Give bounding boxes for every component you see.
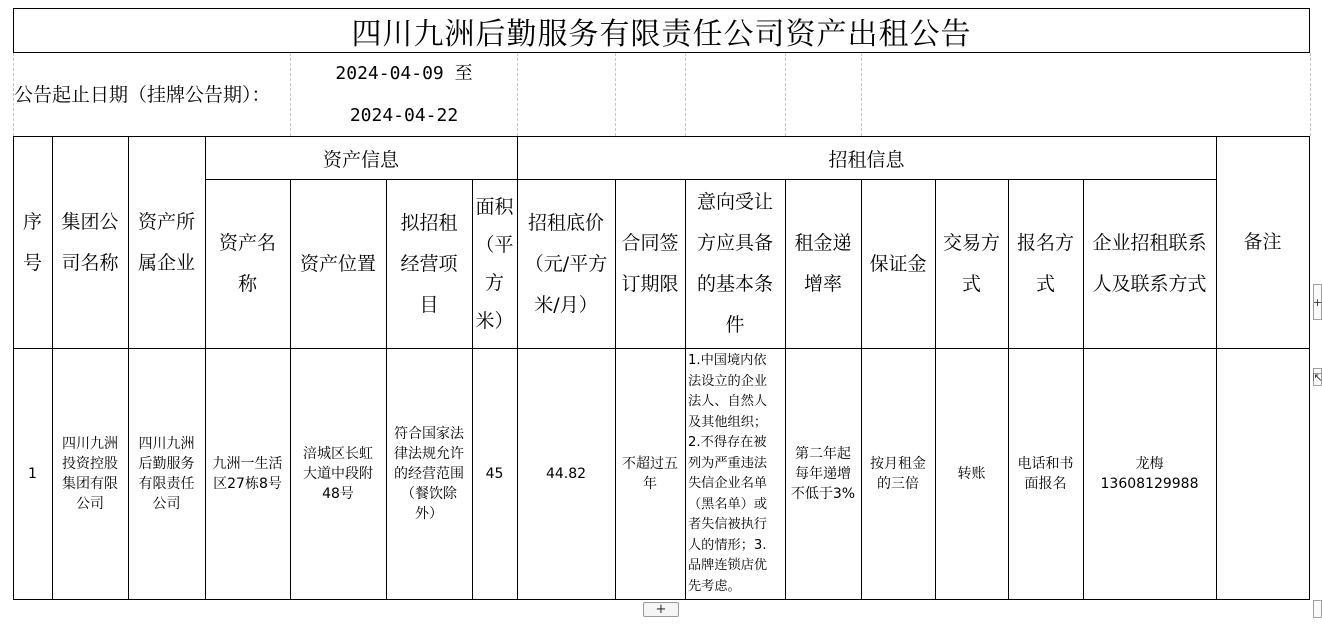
page-title: 四川九洲后勤服务有限责任公司资产出租公告 bbox=[13, 8, 1310, 53]
header-conditions: 意向受让 方应具备 的基本条 件 bbox=[696, 191, 773, 336]
cell-business-scope: 符合国家法 律法规允许 的经营范围 （餐饮除 外） bbox=[394, 426, 464, 522]
header-base-rent: 招租底价 （元/平方 米/月） bbox=[524, 211, 608, 316]
corner-resize-handle[interactable] bbox=[1313, 600, 1322, 618]
cell-remarks bbox=[1216, 349, 1309, 599]
period-label: 公告起止日期（挂牌公告期）： bbox=[14, 84, 271, 106]
cell-contact bbox=[1083, 349, 1216, 599]
header-contact: 企业招租联系 人及联系方式 bbox=[1092, 232, 1207, 295]
lease-info-group-header: 招租信息 bbox=[828, 148, 905, 171]
contact-phone: 13608129988 bbox=[1100, 476, 1199, 492]
header-deposit: 保证金 bbox=[869, 252, 927, 275]
header-asset-location: 资产位置 bbox=[299, 252, 376, 275]
header-group-company: 集团公 司名称 bbox=[61, 210, 119, 274]
header-contract-term: 合同签 订期限 bbox=[621, 232, 679, 295]
cell-owner-company: 四川九洲 后勤服务 有限责任 公司 bbox=[138, 436, 195, 512]
header-seq: 序 号 bbox=[22, 210, 42, 274]
add-column-button[interactable]: + bbox=[1313, 284, 1322, 320]
header-trade-method: 交易方 式 bbox=[942, 232, 1000, 295]
add-row-button[interactable]: + bbox=[643, 602, 679, 617]
cell-group-company: 四川九洲 投资控股 集团有限 公司 bbox=[62, 436, 118, 512]
header-owner-company: 资产所 属企业 bbox=[137, 210, 195, 274]
header-rent-increase: 租金递 增率 bbox=[794, 232, 852, 295]
cell-asset-location: 涪城区长虹 大道中段附 48号 bbox=[303, 446, 373, 502]
header-register-method: 报名方 式 bbox=[1016, 232, 1074, 295]
cell-conditions: 1.中国境内依 法设立的企业 法人、自然人 及其他组织； 2.不得存在被 列为严重违法 失信企业名单 （黑名单）或 者失信被执行 人的情形；3. 品牌连锁店优 先考虑。 bbox=[688, 353, 768, 594]
cell-base-rent: 44.82 bbox=[545, 466, 587, 482]
cell-rent-increase: 第二年起 每年递增 不低于3% bbox=[790, 446, 856, 502]
header-area: 面积 （平 方 米） bbox=[475, 196, 514, 332]
cell-area: 45 bbox=[485, 466, 504, 482]
start-date: 2024-04-09 至 bbox=[335, 63, 473, 84]
header-business-scope: 拟招租 经营项 目 bbox=[400, 211, 458, 316]
end-date: 2024-04-22 bbox=[349, 105, 459, 126]
cell-asset-name: 九洲一生活 区27栋8号 bbox=[212, 456, 283, 492]
cell-register-method: 电话和书 面报名 bbox=[1017, 456, 1074, 492]
contact-name: 龙梅 bbox=[1135, 456, 1164, 472]
cell-deposit: 按月租金 的三倍 bbox=[870, 456, 926, 492]
cell-contract-term: 不超过五 年 bbox=[622, 456, 678, 492]
asset-info-group-header: 资产信息 bbox=[322, 148, 399, 171]
cell-trade-method: 转账 bbox=[957, 466, 986, 482]
header-asset-name: 资产名 称 bbox=[218, 232, 276, 295]
expand-tool-icon[interactable]: ⇱ bbox=[1313, 368, 1322, 386]
cell-seq: 1 bbox=[28, 466, 37, 482]
header-remarks: 备注 bbox=[1243, 231, 1282, 253]
